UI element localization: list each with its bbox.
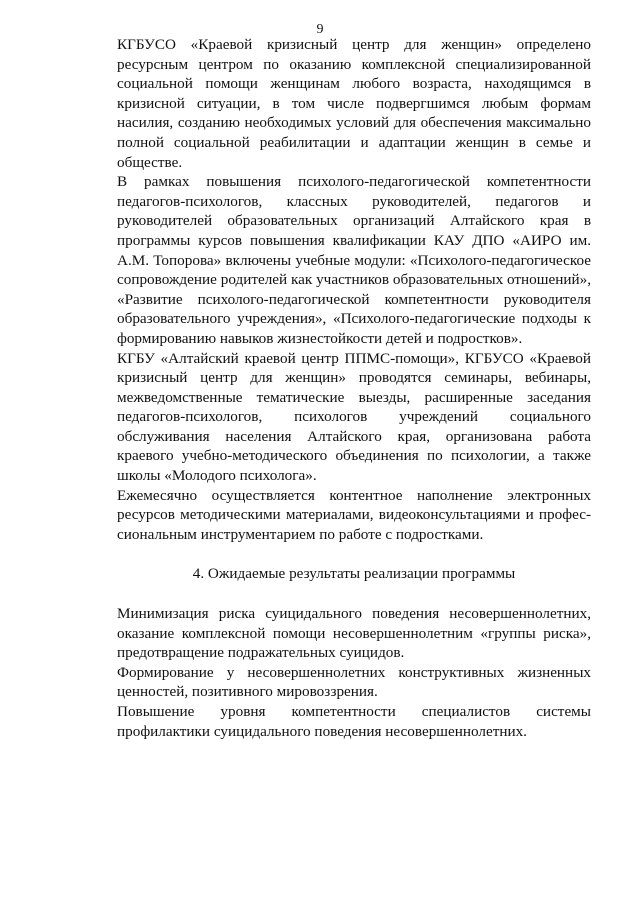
page-number: 9 [316, 22, 324, 37]
paragraph-crisis-center: КГБУСО «Краевой кризисный центр для женщин» определено ресурсным центром по оказанию комплексной специализированной социальной помощи женщинам любого возраста, находящимся в кризисной ситуации, в том числе подвергшимся любым формам насилия, созданию необходимых условий для обеспечения максимально полной социальной реабилитации и адаптации женщин в семье и обществе. [117, 36, 591, 171]
section-heading: 4. Ожидаемые результаты реализации программы [192, 565, 516, 583]
page-content [117, 35, 591, 741]
paragraph-electronic-resources: Ежемесячно осуществляется контентное наполнение электронных ресурсов методическими материалами, видеоконсультациями и профес-сиональным инструментарием по работе с подростками. [117, 486, 591, 543]
paragraph-result-values: Формирование у несовершеннолетних конструктивных жизненных ценностей, позитивного мировоззрения. [117, 663, 591, 701]
paragraph-training-modules: В рамках повышения психолого-педагогической компетентности педагогов-психологов, классных руководителей, педагогов и руководителей образовательных организаций Алтайского края в программы курсов повышения квалификации КАУ ДПО «АИРО им. А.М. Топорова» включены учебные модули: «Психолого-педагогическое сопровождение родителей как участников образовательных отношений», «Развитие психолого-педагогической компетентности руководителя образовательного учреждения», «Психолого-педагогические подходы к формированию навыков жизнестойкости детей и подростков». [117, 173, 591, 347]
paragraph-seminars: КГБУ «Алтайский краевой центр ППМС-помощи», КГБУСО «Краевой кризисный центр для женщин» проводятся семинары, вебинары, межведомственные тематические выезды, расширенные заседания педагогов-психологов, психологов учреждений социального обслуживания населения Алтайского края, организована работа краевого учебно-методического объединения по психологии, а также школы «Молодого психолога». [117, 349, 591, 485]
paragraph-result-minimization: Минимизация риска суицидального поведения несовершеннолетних, оказание комплексной помощи несовершеннолетним «группы риска», предотвращение подражательных суицидов. [117, 605, 591, 662]
paragraph-result-competence: Повышение уровня компетентности специалистов системы профилактики суицидального поведения несовершеннолетних. [117, 703, 591, 740]
